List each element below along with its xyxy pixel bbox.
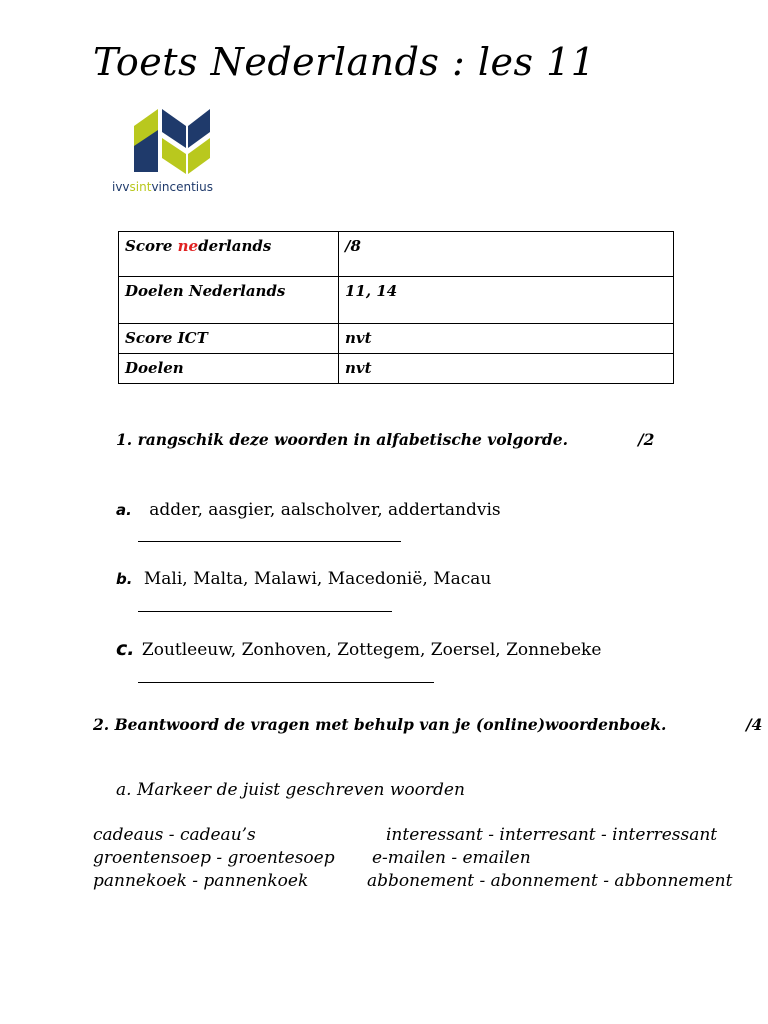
question-2-score: /4 (746, 715, 763, 734)
table-row (119, 232, 674, 277)
word-choice-left-3: pannekoek - pannenkoek (93, 871, 309, 891)
logo-text-vincentius: vincentius (151, 180, 213, 194)
question-1-heading (116, 430, 568, 449)
word-choice-right-3: abbonement - abonnement - abbonnement (367, 871, 733, 891)
item-marker: a. (116, 501, 132, 519)
logo-text-sint: sint (129, 180, 152, 194)
answer-line-c[interactable] (138, 682, 434, 683)
doelen-value: nvt (339, 354, 674, 384)
doelen-nederlands-value: 11, 14 (339, 277, 674, 324)
label-text: Score (125, 237, 178, 255)
item-text: Zoutleeuw, Zonhoven, Zottegem, Zoersel, Zonnebeke (141, 640, 602, 660)
doelen-label: Doelen (119, 354, 339, 384)
score-nederlands-label (119, 232, 339, 277)
word-choice-right-1: interessant - interresant - interressant (386, 825, 718, 845)
label-text: derlands (198, 237, 272, 255)
answer-line-b[interactable] (138, 611, 392, 612)
question-1-score: /2 (638, 430, 655, 449)
word-choice-left-2: groentensoep - groentesoep (93, 848, 335, 868)
table-row (119, 354, 674, 384)
item-text: adder, aasgier, aalscholver, addertandvis (149, 500, 501, 520)
logo-emblem-icon (112, 104, 236, 180)
school-logo (112, 104, 236, 196)
doelen-nederlands-label: Doelen Nederlands (119, 277, 339, 324)
question-1-item-c (116, 638, 601, 660)
word-choice-left-1: cadeaus - cadeau’s (93, 825, 256, 845)
question-1-text: 1. rangschik deze woorden in alfabetische volgorde. (116, 430, 568, 449)
score-ict-label: Score ICT (119, 324, 339, 354)
answer-line-a[interactable] (138, 541, 401, 542)
page-title: Toets Nederlands : les 11 (93, 40, 596, 84)
score-table (118, 231, 674, 384)
question-2-sub-a: a. Markeer de juist geschreven woorden (116, 780, 465, 800)
table-row (119, 324, 674, 354)
question-1-item-a (116, 500, 501, 520)
question-1-item-b (116, 569, 491, 589)
score-ict-value: nvt (339, 324, 674, 354)
table-row (119, 277, 674, 324)
item-marker: b. (116, 570, 133, 588)
item-marker: c. (116, 638, 135, 660)
word-choice-right-2: e-mailen - emailen (372, 848, 531, 868)
logo-text-ivv: ivv (112, 180, 130, 194)
highlighted-text: ne (177, 237, 199, 255)
item-text: Mali, Malta, Malawi, Macedonië, Macau (143, 569, 492, 589)
score-nederlands-value: /8 (339, 232, 674, 277)
logo-wordmark (112, 180, 213, 194)
question-2-heading: 2. Beantwoord de vragen met behulp van je (online)woordenboek. (93, 715, 667, 734)
